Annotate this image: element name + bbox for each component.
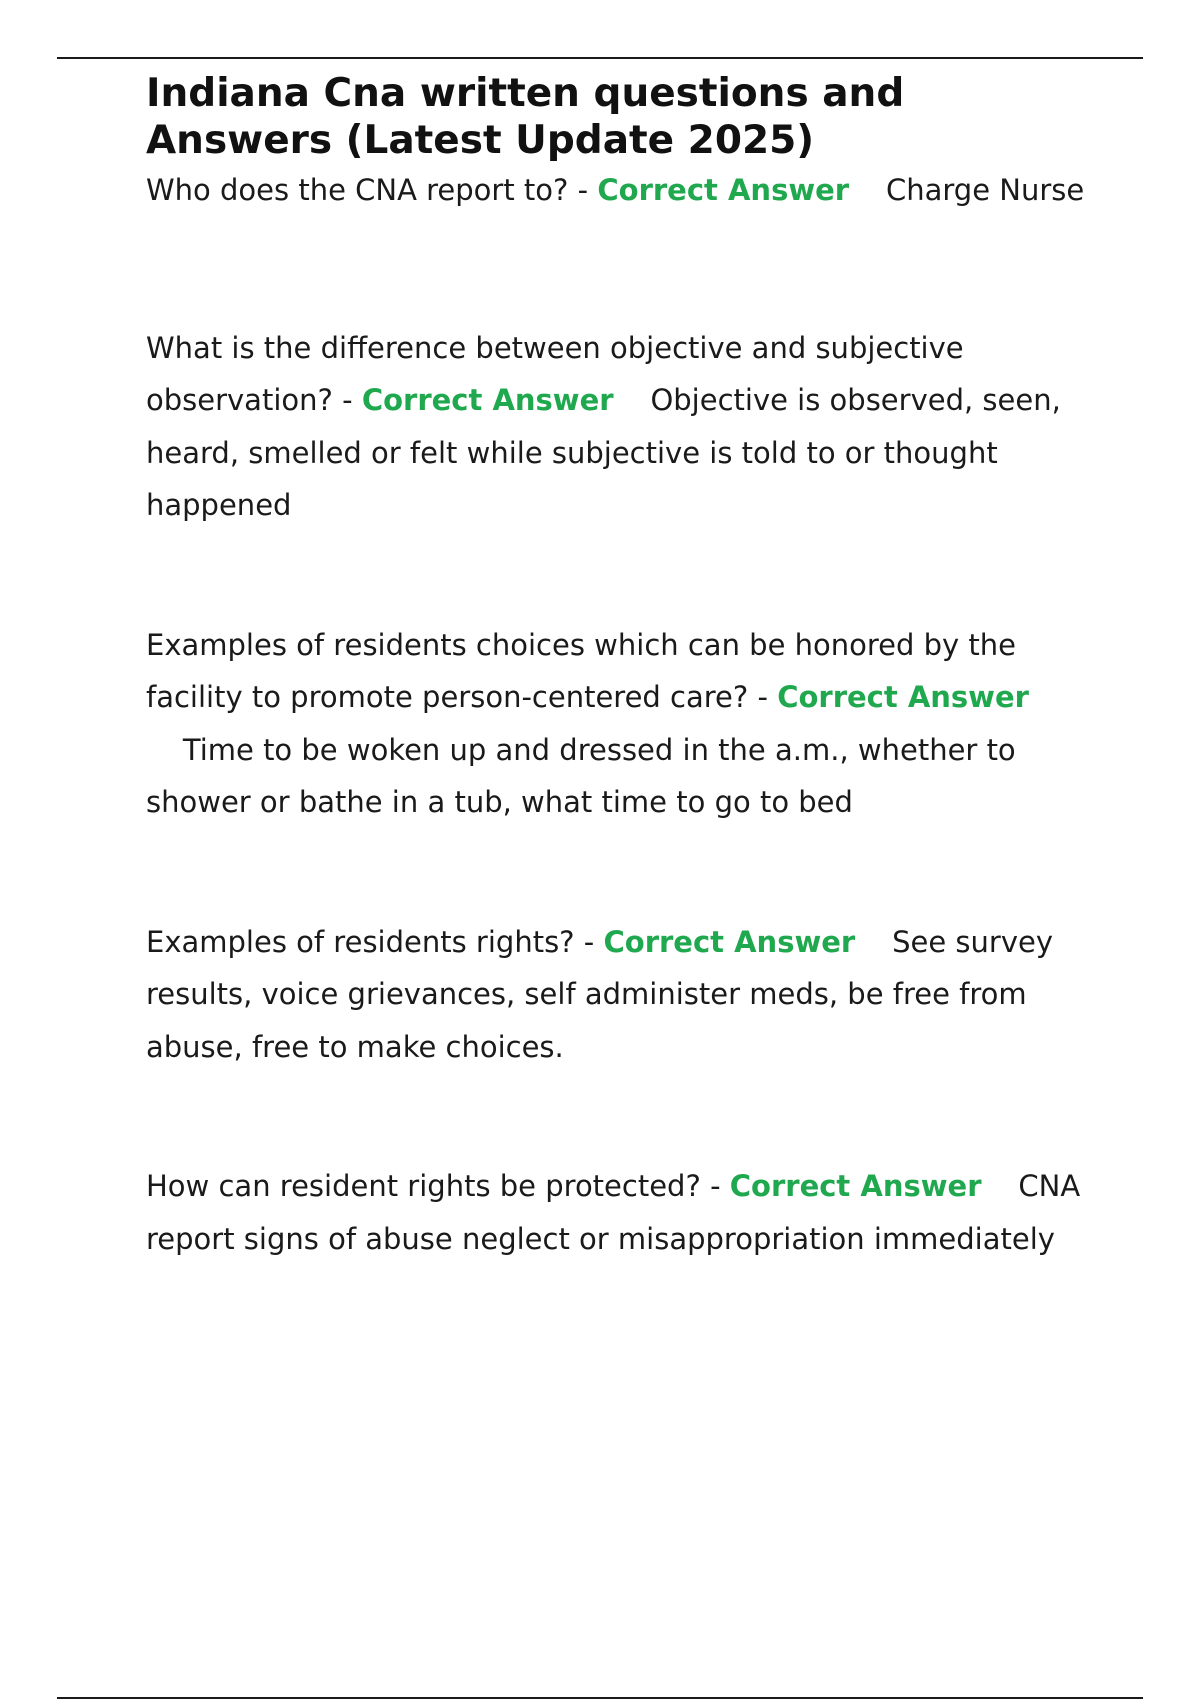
separator: -	[748, 680, 778, 714]
top-rule	[57, 57, 1143, 59]
separator: -	[700, 1169, 730, 1203]
answer-text: CNA report signs of abuse neglect or misappropriation immediately	[146, 1169, 1081, 1256]
qa-item	[146, 322, 1086, 532]
qa-item	[146, 1160, 1086, 1265]
qa-item	[146, 164, 1086, 217]
document-body	[146, 70, 1086, 1265]
answer-label: Correct Answer	[361, 383, 614, 417]
document-title: Indiana Cna written questions and Answers (Latest Update 2025)	[146, 71, 905, 163]
answer-text: See survey results, voice grievances, self administer meds, be free from abuse, free to make choices.	[146, 924, 1053, 1064]
qa-item	[146, 619, 1086, 829]
answer-label: Correct Answer	[603, 924, 856, 959]
question-text: Examples of residents rights?	[146, 924, 575, 959]
answer-label: Correct Answer	[597, 173, 850, 207]
answer-label: Correct Answer	[729, 1169, 982, 1203]
qa-item	[146, 916, 1086, 1074]
separator: -	[568, 173, 598, 207]
question-text: Examples of residents choices which can be honored by the facility to promote person-centered care?	[146, 627, 1017, 714]
question-text: Who does the CNA report to?	[146, 173, 569, 207]
bottom-rule	[57, 1697, 1143, 1699]
answer-text: Objective is observed, seen, heard, smelled or felt while subjective is told to or thought happened	[146, 383, 1061, 522]
separator: -	[332, 383, 362, 417]
answer-label: Correct Answer	[777, 680, 1029, 714]
answer-text: Charge Nurse	[885, 173, 1085, 207]
question-text: What is the difference between objective and subjective observation?	[146, 330, 964, 417]
question-text: How can resident rights be protected?	[146, 1169, 701, 1203]
answer-text: Time to be woken up and dressed in the a.m., whether to shower or bathe in a tub, what time to go to bed	[146, 732, 1016, 819]
separator: -	[574, 924, 604, 959]
